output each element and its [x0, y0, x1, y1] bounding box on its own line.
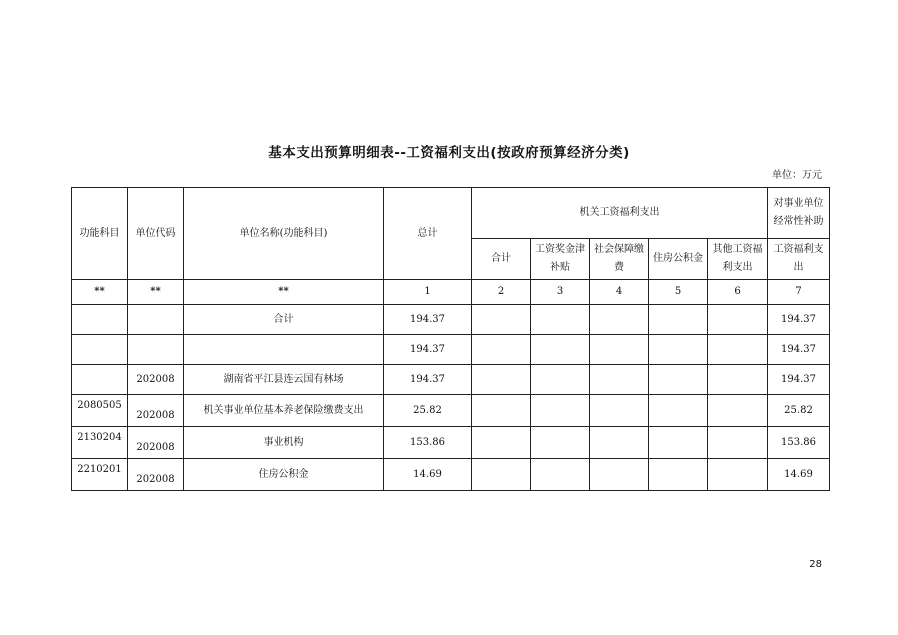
index-cell: 3	[531, 280, 590, 305]
table-row	[72, 365, 830, 395]
index-cell: **	[128, 280, 184, 305]
cell-c5	[649, 459, 708, 491]
cell-c3	[531, 305, 590, 335]
index-row	[72, 280, 830, 305]
cell-func: 2130204	[72, 427, 128, 459]
cell-c3	[531, 335, 590, 365]
subheader-wages: 工资奖金津补贴	[531, 239, 590, 280]
cell-c7: 25.82	[768, 395, 830, 427]
cell-c3	[531, 365, 590, 395]
cell-c2	[472, 335, 531, 365]
index-cell: 5	[649, 280, 708, 305]
index-cell: 1	[384, 280, 472, 305]
cell-code	[128, 335, 184, 365]
cell-c3	[531, 459, 590, 491]
cell-c5	[649, 395, 708, 427]
table-row	[72, 459, 830, 491]
subheader-social-security: 社会保障缴费	[590, 239, 649, 280]
header-unit-code: 单位代码	[128, 188, 184, 280]
cell-c6	[708, 459, 768, 491]
page-title: 基本支出预算明细表--工资福利支出(按政府预算经济分类)	[268, 145, 630, 161]
header-func-subject: 功能科目	[72, 188, 128, 280]
cell-c2	[472, 459, 531, 491]
cell-total: 194.37	[384, 305, 472, 335]
table-row	[72, 395, 830, 427]
cell-c3	[531, 427, 590, 459]
header-subsidy: 对事业单位经常性补助	[768, 188, 830, 239]
page-number: 28	[809, 559, 822, 570]
cell-c3	[531, 395, 590, 427]
cell-c6	[708, 427, 768, 459]
subheader-welfare-spending: 工资福利支出	[768, 239, 830, 280]
index-cell: 4	[590, 280, 649, 305]
cell-c5	[649, 365, 708, 395]
cell-func	[72, 365, 128, 395]
cell-c5	[649, 305, 708, 335]
cell-c2	[472, 305, 531, 335]
cell-c4	[590, 335, 649, 365]
cell-name	[184, 335, 384, 365]
cell-c2	[472, 427, 531, 459]
cell-total: 194.37	[384, 335, 472, 365]
cell-total: 14.69	[384, 459, 472, 491]
cell-c7: 194.37	[768, 305, 830, 335]
cell-total: 25.82	[384, 395, 472, 427]
index-cell: 7	[768, 280, 830, 305]
header-group: 机关工资福利支出	[472, 188, 768, 239]
cell-c2	[472, 395, 531, 427]
cell-func	[72, 305, 128, 335]
cell-c6	[708, 395, 768, 427]
cell-c7: 194.37	[768, 365, 830, 395]
cell-c6	[708, 305, 768, 335]
header-total: 总计	[384, 188, 472, 280]
cell-c7: 14.69	[768, 459, 830, 491]
index-cell: 6	[708, 280, 768, 305]
subheader-housing-fund: 住房公积金	[649, 239, 708, 280]
cell-code: 202008	[128, 427, 184, 459]
cell-c2	[472, 365, 531, 395]
cell-c4	[590, 459, 649, 491]
index-cell: **	[184, 280, 384, 305]
cell-name: 合计	[184, 305, 384, 335]
cell-c4	[590, 395, 649, 427]
cell-func	[72, 335, 128, 365]
subheader-total: 合计	[472, 239, 531, 280]
cell-func: 2080505	[72, 395, 128, 427]
index-cell: **	[72, 280, 128, 305]
cell-code: 202008	[128, 365, 184, 395]
table-row	[72, 305, 830, 335]
cell-c7: 194.37	[768, 335, 830, 365]
budget-table	[71, 187, 830, 491]
cell-c7: 153.86	[768, 427, 830, 459]
cell-name: 机关事业单位基本养老保险缴费支出	[184, 395, 384, 427]
cell-c4	[590, 305, 649, 335]
cell-code: 202008	[128, 459, 184, 491]
cell-c5	[649, 427, 708, 459]
cell-func: 2210201	[72, 459, 128, 491]
subheader-other-welfare: 其他工资福利支出	[708, 239, 768, 280]
cell-c4	[590, 427, 649, 459]
cell-name: 事业机构	[184, 427, 384, 459]
cell-total: 194.37	[384, 365, 472, 395]
table-row	[72, 427, 830, 459]
cell-code: 202008	[128, 395, 184, 427]
cell-total: 153.86	[384, 427, 472, 459]
index-cell: 2	[472, 280, 531, 305]
cell-c6	[708, 335, 768, 365]
cell-c4	[590, 365, 649, 395]
cell-name: 湖南省平江县连云国有林场	[184, 365, 384, 395]
unit-label: 单位：万元	[772, 170, 822, 181]
header-unit-name: 单位名称(功能科目)	[184, 188, 384, 280]
table-row	[72, 335, 830, 365]
cell-c5	[649, 335, 708, 365]
cell-c6	[708, 365, 768, 395]
cell-name: 住房公积金	[184, 459, 384, 491]
cell-code	[128, 305, 184, 335]
